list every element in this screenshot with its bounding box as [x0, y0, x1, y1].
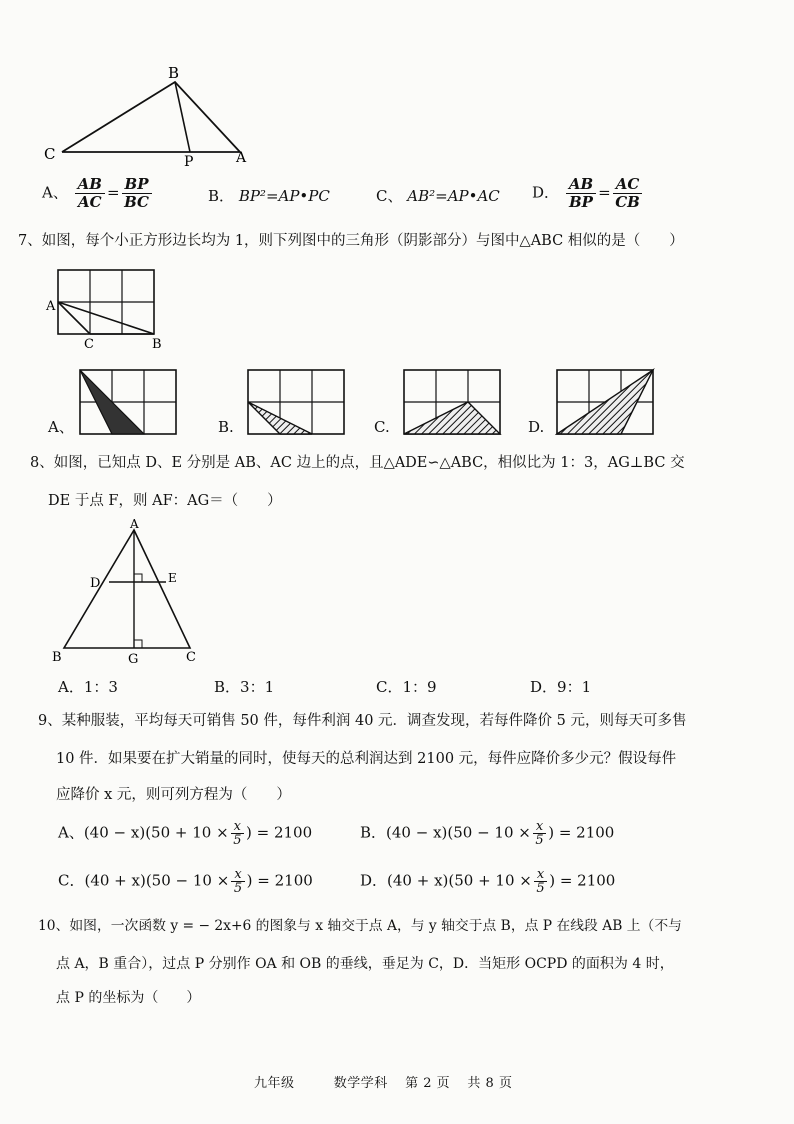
- q8-stem-line-2: DE 于点 F，则 AF：AG＝（ ）: [48, 493, 282, 509]
- q8-label-c: C: [186, 650, 196, 665]
- q8-label-a: A: [130, 517, 139, 531]
- q9-stem-line-2: 10 件．如果要在扩大销量的同时，使每天的总利润达到 2100 元，每件应降价多少元？假设每件: [56, 751, 677, 767]
- q6-option-d-fraction-1: $\frac{AB}{BP}$: [566, 176, 596, 211]
- q8-option-d[interactable]: D．9：1: [530, 678, 592, 696]
- q7-label-a: A: [46, 299, 56, 314]
- q8-label-e: E: [168, 571, 177, 585]
- q9-option-a[interactable]: A、(40 − x)(50 + 10 × $\frac{x}{5}$ ) = 2100: [58, 819, 313, 848]
- q6-label-p: P: [184, 154, 194, 170]
- q6-label-c: C: [44, 145, 56, 163]
- q6-option-c[interactable]: [376, 187, 500, 205]
- q8-option-b[interactable]: B．3：1: [214, 678, 275, 696]
- q8-stem-line-1: 8、如图，已知点 D、E 分别是 AB、AC 边上的点，且△ADE∽△ABC，相似比为 1：3，AG⊥BC 交: [30, 455, 685, 471]
- q10-stem-line-2: 点 A，B 重合），过点 P 分别作 OA 和 OB 的垂线，垂足为 C，D．当矩形 OCPD 的面积为 4 时，: [56, 956, 674, 972]
- q6-option-a-fraction-1: $\frac{AB}{AC}$: [75, 176, 105, 211]
- q10-stem-line-3: 点 P 的坐标为（ ）: [56, 990, 201, 1006]
- q6-option-b-expression: BP²=AP•PC: [238, 187, 330, 205]
- q6-option-d-fraction-2: $\frac{AC}{CB}$: [613, 176, 643, 211]
- q7-option-d-letter[interactable]: D.: [528, 418, 545, 436]
- q7-option-c-grid[interactable]: [402, 368, 502, 436]
- q7-option-a-grid[interactable]: [78, 368, 178, 436]
- q7-option-b-letter[interactable]: B.: [218, 418, 234, 436]
- q6-option-b-letter: B．: [208, 187, 235, 205]
- q9-option-c[interactable]: C．(40 + x)(50 − 10 × $\frac{x}{5}$ ) = 2100: [58, 867, 313, 896]
- q6-option-c-letter: C、: [376, 187, 403, 205]
- q6-label-a: A: [236, 150, 247, 166]
- q9-option-a-fraction: $\frac{x}{5}$: [231, 820, 244, 847]
- q6-option-b[interactable]: [208, 187, 330, 205]
- q9-option-d-fraction: $\frac{x}{5}$: [534, 868, 547, 895]
- q9-option-c-fraction: $\frac{x}{5}$: [231, 868, 244, 895]
- q6-option-c-expression: AB²=AP•AC: [407, 187, 500, 205]
- q6-option-a-fraction-2: $\frac{BP}{BC}$: [122, 176, 152, 211]
- q9-option-b[interactable]: B．(40 − x)(50 − 10 × $\frac{x}{5}$ ) = 2100: [360, 819, 615, 848]
- q10-stem-line-1: 10、如图，一次函数 y = − 2x+6 的图象与 x 轴交于点 A，与 y 轴交于点 B，点 P 在线段 AB 上（不与: [38, 918, 682, 934]
- q6-option-a[interactable]: A、 $\frac{AB}{AC}$ = $\frac{BP}{BC}$: [42, 176, 154, 211]
- q9-option-b-fraction: $\frac{x}{5}$: [533, 820, 546, 847]
- q7-option-c-letter[interactable]: C.: [374, 418, 390, 436]
- q7-label-c: C: [84, 337, 94, 352]
- footer-grade: 九年级: [254, 1076, 295, 1091]
- q7-option-c-shaded-triangle: [404, 402, 500, 434]
- q9-stem-line-1: 9、某种服装，平均每天可销售 50 件，每件利润 40 元．调查发现，若每件降价 5 元，则每天可多售: [38, 713, 687, 729]
- q8-label-b: B: [52, 650, 62, 665]
- q6-option-d-letter: D．: [532, 183, 560, 202]
- q9-stem-line-3: 应降价 x 元，则可列方程为（ ）: [56, 787, 291, 803]
- q6-label-b: B: [168, 64, 180, 82]
- q7-grid-figure: [44, 266, 174, 352]
- q6-option-d[interactable]: D． $\frac{AB}{BP}$ = $\frac{AC}{CB}$: [532, 176, 644, 211]
- q9-option-d[interactable]: D．(40 + x)(50 + 10 × $\frac{x}{5}$ ) = 2100: [360, 867, 616, 896]
- q7-label-b: B: [152, 337, 162, 352]
- footer-total: 共 8 页: [467, 1076, 513, 1091]
- q6-triangle-figure: [40, 60, 260, 170]
- footer-subject: 数学学科: [333, 1076, 388, 1091]
- q6-option-a-letter: A、: [42, 183, 68, 202]
- q8-option-a[interactable]: A．1：3: [58, 678, 118, 696]
- q7-option-b-grid[interactable]: [246, 368, 346, 436]
- q7-option-d-grid[interactable]: [555, 368, 655, 436]
- q7-option-a-letter[interactable]: A、: [48, 418, 74, 436]
- q8-option-c[interactable]: C．1：9: [376, 678, 437, 696]
- footer-page: 第 2 页: [405, 1076, 451, 1091]
- q8-label-g: G: [128, 652, 139, 667]
- q8-triangle-figure: [44, 516, 214, 668]
- q7-stem: 7、如图，每个小正方形边长均为 1，则下列图中的三角形（阴影部分）与图中△ABC 相似的是（ ）: [18, 233, 684, 249]
- page-footer: [254, 1076, 512, 1092]
- q8-label-d: D: [90, 576, 101, 591]
